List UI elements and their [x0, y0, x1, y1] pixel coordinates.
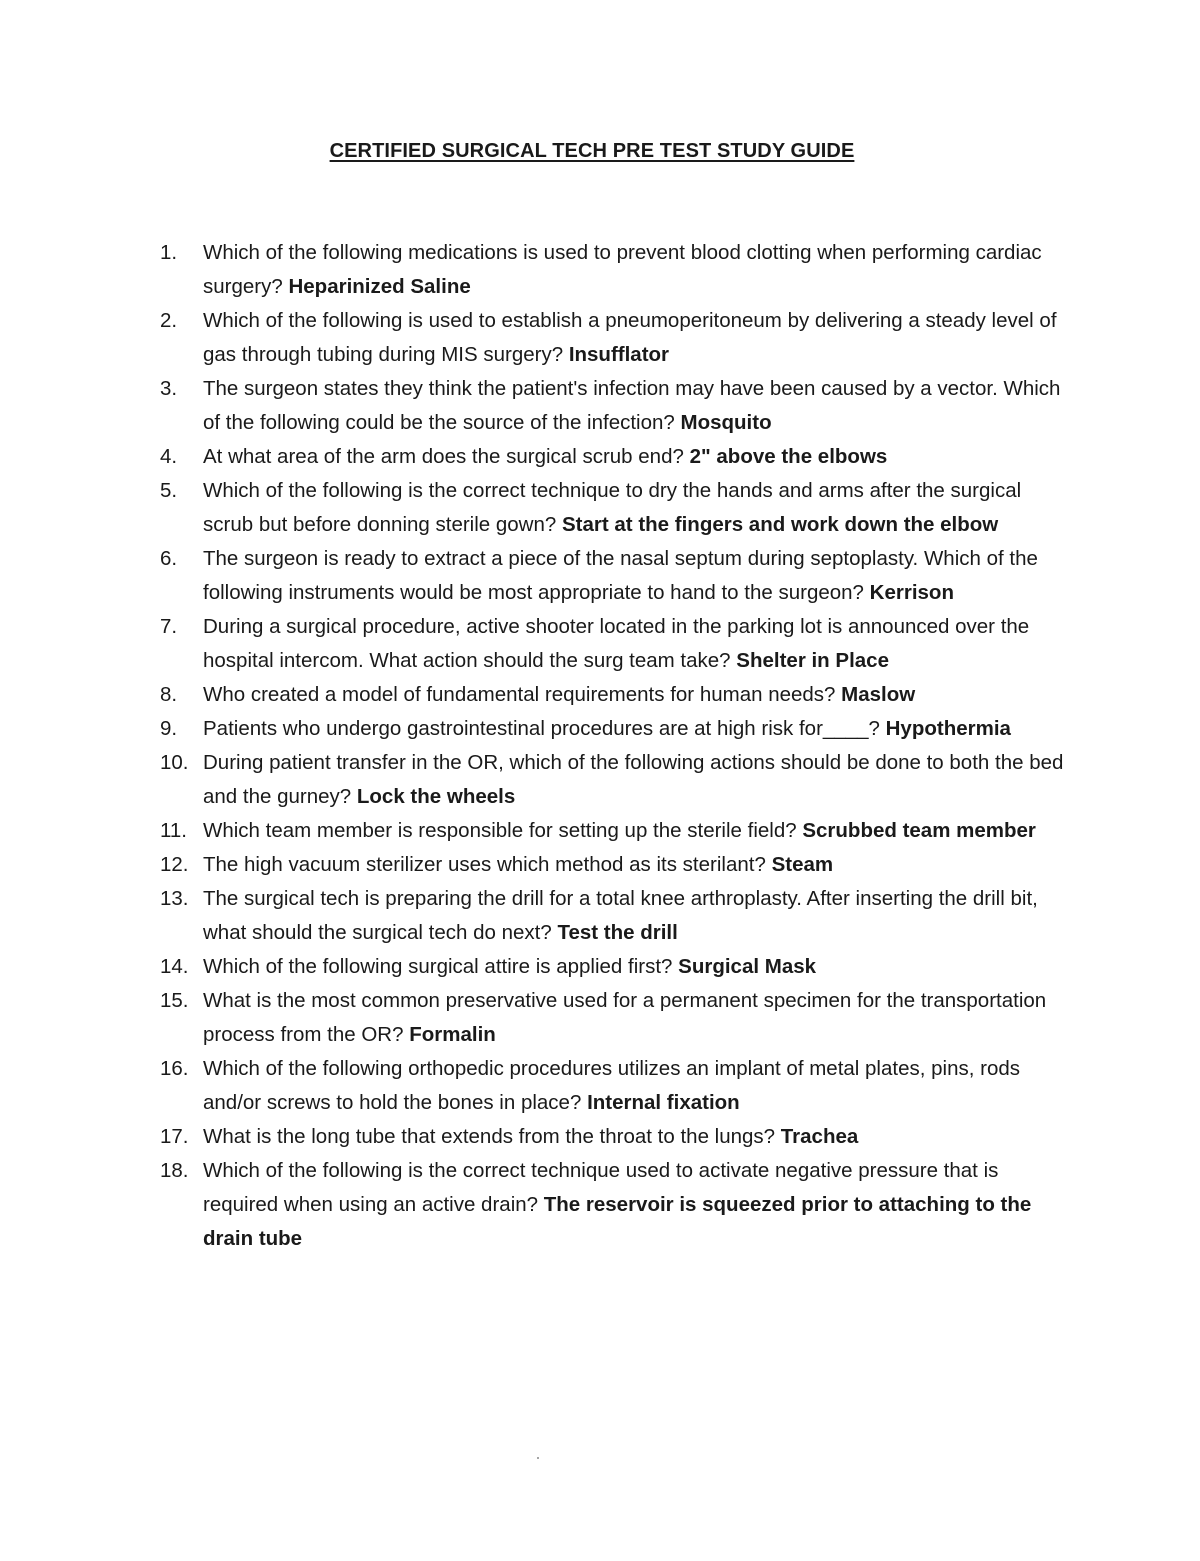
question-text: What is the long tube that extends from the throat to the lungs?: [203, 1125, 776, 1148]
question-item: [160, 304, 1065, 372]
question-text: The surgeon states they think the patient's infection may have been caused by a vector. Which of the following could be the source of the infection?: [203, 377, 1061, 434]
question-item: [160, 746, 1065, 814]
question-number: 6.: [160, 547, 178, 570]
answer-text: Steam: [771, 853, 834, 876]
answer-text: Scrubbed team member: [802, 819, 1036, 842]
question-item: [160, 1120, 1065, 1154]
answer-text: Formalin: [409, 1023, 496, 1046]
question-number: 2.: [160, 309, 178, 332]
question-text: Which of the following is the correct technique used to activate negative pressure that is required when using an active drain?: [203, 1159, 999, 1216]
answer-text: Test the drill: [557, 921, 678, 944]
question-text: Which team member is responsible for setting up the sterile field?: [203, 819, 797, 842]
question-text: Which of the following orthopedic procedures utilizes an implant of metal plates, pins, rods and/or screws to hold the bones in place?: [203, 1057, 1021, 1114]
question-number: 5.: [160, 479, 178, 502]
answer-text: Kerrison: [869, 581, 954, 604]
question-item: [160, 542, 1065, 610]
question-number: 10.: [160, 751, 189, 774]
answer-text: 2" above the elbows: [689, 445, 888, 468]
question-number: 15.: [160, 989, 189, 1012]
answer-text: Trachea: [780, 1125, 859, 1148]
question-text: At what area of the arm does the surgical scrub end?: [203, 445, 684, 468]
question-number: 4.: [160, 445, 178, 468]
page-title: CERTIFIED SURGICAL TECH PRE TEST STUDY GUIDE: [329, 140, 855, 162]
question-number: 7.: [160, 615, 178, 638]
question-item: [160, 712, 1065, 746]
question-item: [160, 236, 1065, 304]
question-text: Which of the following is the correct technique to dry the hands and arms after the surgical scrub but before donning sterile gown?: [203, 479, 1022, 536]
question-text: What is the most common preservative used for a permanent specimen for the transportation process from the OR?: [203, 989, 1047, 1046]
question-text: Which of the following medications is used to prevent blood clotting when performing cardiac surgery?: [203, 241, 1042, 298]
question-item: [160, 882, 1065, 950]
question-number: 9.: [160, 717, 178, 740]
stray-dot: [537, 1457, 539, 1459]
question-number: 11.: [160, 819, 187, 842]
question-text: During a surgical procedure, active shooter located in the parking lot is announced over the hospital intercom. What action should the surg team take?: [203, 615, 1030, 672]
answer-text: Hypothermia: [885, 717, 1011, 740]
question-text: The high vacuum sterilizer uses which method as its sterilant?: [203, 853, 766, 876]
question-list: [160, 236, 1065, 1256]
question-item: [160, 678, 1065, 712]
question-number: 13.: [160, 887, 189, 910]
answer-text: Insufflator: [568, 343, 670, 366]
question-number: 17.: [160, 1125, 189, 1148]
question-item: [160, 1052, 1065, 1120]
question-item: [160, 848, 1065, 882]
answer-text: Heparinized Saline: [288, 275, 471, 298]
question-number: 16.: [160, 1057, 189, 1080]
answer-text: Lock the wheels: [356, 785, 516, 808]
question-number: 18.: [160, 1159, 189, 1182]
question-text: Patients who undergo gastrointestinal procedures are at high risk for____?: [203, 717, 880, 740]
question-item: [160, 474, 1065, 542]
question-text: Which of the following is used to establish a pneumoperitoneum by delivering a steady level of gas through tubing during MIS surgery?: [203, 309, 1057, 366]
question-text: Who created a model of fundamental requirements for human needs?: [203, 683, 836, 706]
question-text: The surgical tech is preparing the drill for a total knee arthroplasty. After inserting the drill bit, what should the surgical tech do next?: [203, 887, 1038, 944]
question-item: [160, 950, 1065, 984]
question-item: [160, 1154, 1065, 1256]
question-item: [160, 610, 1065, 678]
answer-text: Start at the fingers and work down the elbow: [562, 513, 999, 536]
question-number: 8.: [160, 683, 178, 706]
question-number: 1.: [160, 241, 178, 264]
answer-text: Shelter in Place: [736, 649, 889, 672]
question-item: [160, 372, 1065, 440]
question-number: 12.: [160, 853, 189, 876]
question-item: [160, 440, 1065, 474]
question-number: 14.: [160, 955, 189, 978]
answer-text: Mosquito: [680, 411, 772, 434]
question-number: 3.: [160, 377, 178, 400]
answer-text: Internal fixation: [587, 1091, 740, 1114]
question-text: The surgeon is ready to extract a piece of the nasal septum during septoplasty. Which of the following instruments would be most appropriate to hand to the surgeon?: [203, 547, 1038, 604]
answer-text: Surgical Mask: [678, 955, 817, 978]
answer-text: The reservoir is squeezed prior to attaching to the drain tube: [203, 1193, 1032, 1250]
question-text: Which of the following surgical attire is applied first?: [203, 955, 673, 978]
question-text: During patient transfer in the OR, which of the following actions should be done to both the bed and the gurney?: [203, 751, 1064, 808]
question-item: [160, 814, 1065, 848]
answer-text: Maslow: [841, 683, 916, 706]
question-item: [160, 984, 1065, 1052]
